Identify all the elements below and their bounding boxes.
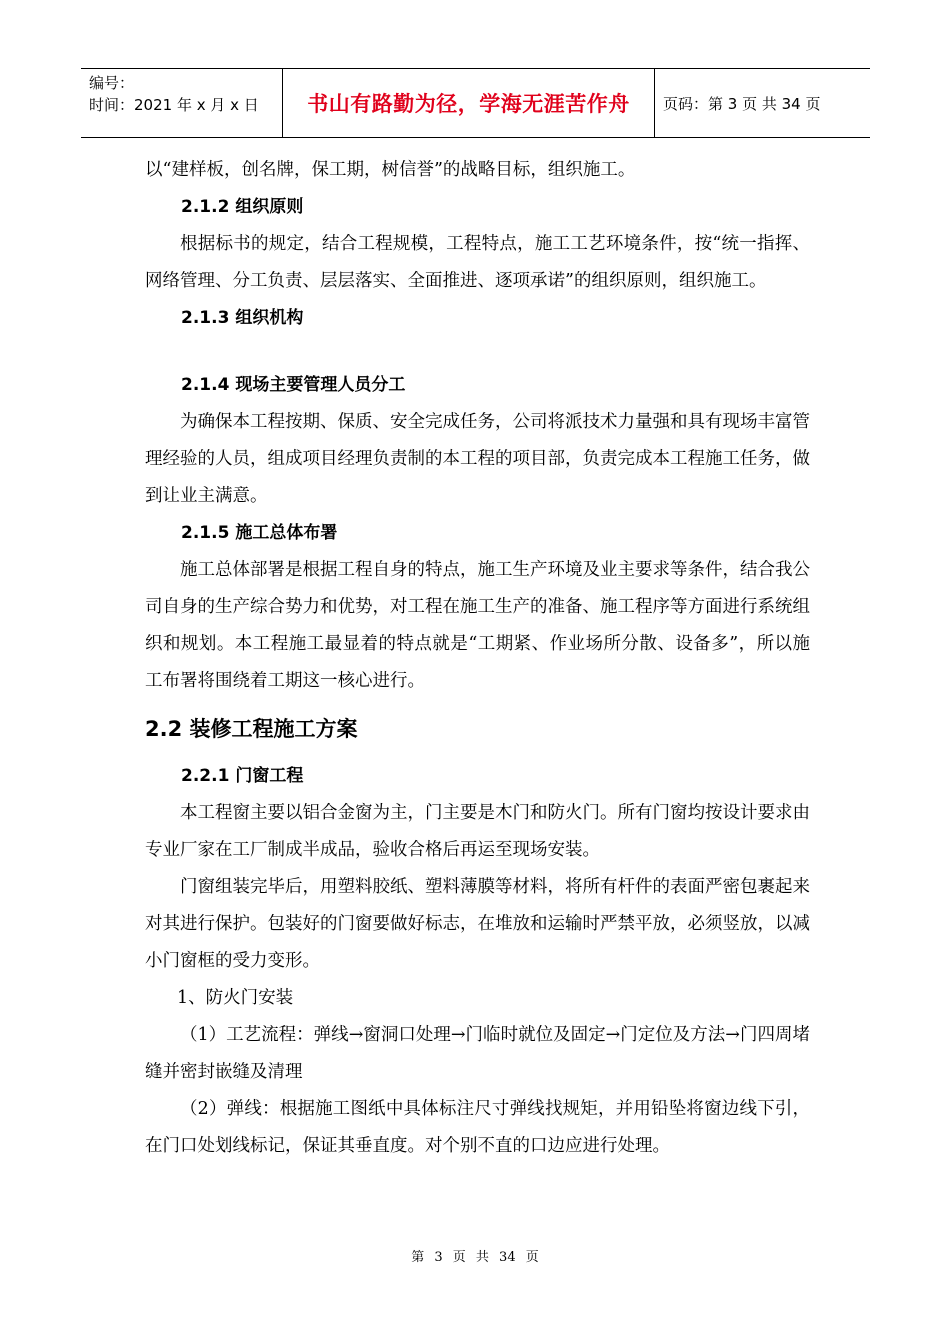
- heading-2-1-4: 2.1.4 现场主要管理人员分工: [181, 375, 406, 395]
- list-item-fire-door: 1、防火门安装: [177, 988, 294, 1008]
- heading-2-1-3: 2.1.3 组织机构: [181, 308, 304, 328]
- paragraph-step-2: （2）弹线：根据施工图纸中具体标注尺寸弹线找规矩，并用铅坠将窗边线下引，在门口处划线标记，保证其垂直度。对个别不直的口边应进行处理。: [145, 1099, 810, 1156]
- heading-2-1-5: 2.1.5 施工总体布署: [181, 523, 338, 543]
- header-meta: [81, 69, 282, 137]
- header-motto: 书山有路勤为径，学海无涯苦作舟: [282, 69, 655, 137]
- document-body: [145, 152, 810, 1165]
- document-date: 时间：2021 年 x 月 x 日: [89, 96, 259, 114]
- page-footer: 第 3 页 共 34 页: [411, 1250, 539, 1265]
- paragraph-2-1-4: 为确保本工程按期、保质、安全完成任务，公司将派技术力量强和具有现场丰富管理经验的人员，组成项目经理负责制的本工程的项目部，负责完成本工程施工任务，做到让业主满意。: [145, 412, 810, 506]
- paragraph-2-1-2: 根据标书的规定，结合工程规模，工程特点，施工工艺环境条件，按“统一指挥、网络管理、分工负责、层层落实、全面推进、逐项承诺”的组织原则，组织施工。: [145, 234, 810, 291]
- paragraph-intro: 以“建样板，创名牌，保工期，树信誉”的战略目标，组织施工。: [145, 160, 636, 180]
- paragraph-2-2-1-a: 本工程窗主要以铝合金窗为主，门主要是木门和防火门。所有门窗均按设计要求由专业厂家在工厂制成半成品，验收合格后再运至现场安装。: [145, 803, 810, 860]
- paragraph-2-2-1-b: 门窗组装完毕后，用塑料胶纸、塑料薄膜等材料，将所有杆件的表面严密包裹起来对其进行保护。包装好的门窗要做好标志，在堆放和运输时严禁平放，必须竖放，以减小门窗框的受力变形。: [145, 877, 810, 971]
- paragraph-2-1-5: 施工总体部署是根据工程自身的特点，施工生产环境及业主要求等条件，结合我公司自身的生产综合势力和优势，对工程在施工生产的准备、施工程序等方面进行系统组织和规划。本工程施工最显着的特点就是“工期紧、作业场所分散、设备多”，所以施工布署将围绕着工期这一核心进行。: [145, 560, 810, 691]
- document-header: [81, 68, 870, 138]
- heading-2-2: 2.2 装修工程施工方案: [145, 717, 358, 741]
- heading-2-1-2: 2.1.2 组织原则: [181, 197, 304, 217]
- header-page-info: 页码：第 3 页 共 34 页: [663, 94, 821, 113]
- heading-2-2-1: 2.2.1 门窗工程: [181, 766, 304, 786]
- section-gap: [145, 337, 810, 367]
- paragraph-step-1: （1）工艺流程：弹线→窗洞口处理→门临时就位及固定→门定位及方法→门四周堵缝并密封嵌缝及清理: [145, 1025, 810, 1082]
- document-number-label: 编号：: [89, 74, 135, 92]
